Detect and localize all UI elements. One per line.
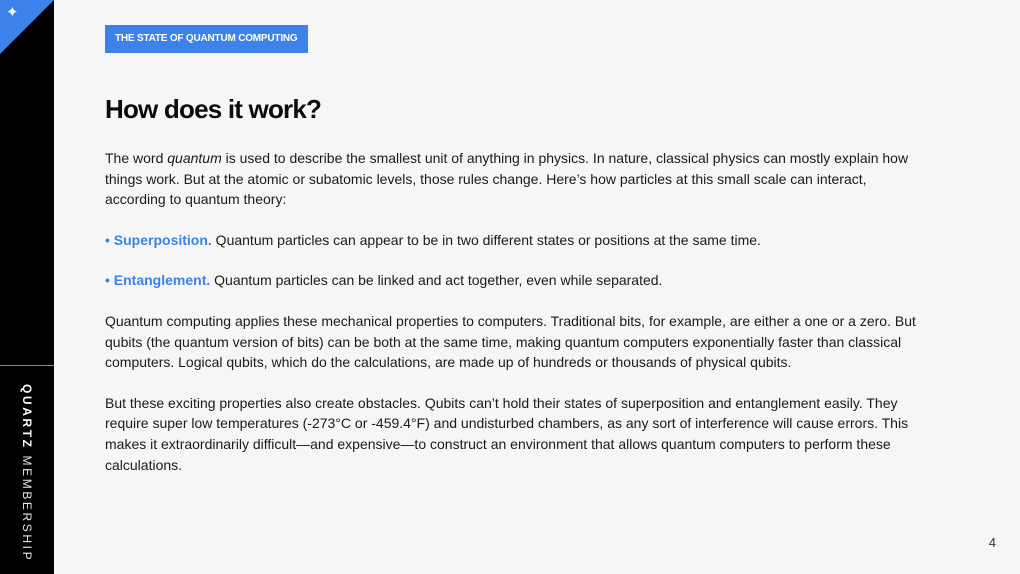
intro-emphasis: quantum [167, 150, 222, 166]
bullet-text: Quantum particles can be linked and act together, even while separated. [210, 272, 663, 289]
intro-before: The word [105, 150, 168, 166]
bullet-term: Entanglement. [113, 272, 211, 289]
bullet-entanglement [105, 270, 920, 291]
bullet-dot: • [105, 272, 110, 289]
body-content [105, 148, 920, 475]
sidebar [0, 0, 54, 574]
intro-paragraph [105, 148, 920, 210]
bullet-superposition [105, 230, 920, 251]
bullet-term: Superposition. [113, 231, 212, 248]
paragraph-obstacles: But these exciting properties also create obstacles. Qubits can’t hold their states of superposition and entanglement easily. They require super low temperatures (-273°C or -459.4°F) and undisturbed chambers, as any sort of interference will cause errors. This makes it extraordinarily difficult—and expensive—to construct an environment that allows quantum computers to perform these calculations. [105, 394, 909, 473]
bullet-text: Quantum particles can appear to be in two different states or positions at the same time. [211, 231, 761, 248]
sidebar-divider [0, 365, 54, 366]
bullet-dot: • [105, 231, 110, 248]
page-number: 4 [988, 535, 996, 550]
brand-label [20, 384, 34, 562]
page-title: How does it work? [105, 94, 322, 124]
sparkle-icon: ✦ [6, 3, 19, 21]
intro-after: is used to describe the smallest unit of anything in physics. In nature, classical physics can mostly explain how things work. But at the atomic or subatomic levels, those rules change. Here’s how particles at this small scale can interact, according to quantum theory: [105, 150, 909, 208]
paragraph-quantum-computing: Quantum computing applies these mechanical properties to computers. Traditional bits, for example, are either a one or a zero. But qubits (the quantum version of bits) can be both at the same time, making quantum computers exponentially faster than classical computers. Logical qubits, which do the calculations, are made up of hundreds or thousands of physical qubits. [105, 312, 916, 371]
section-tag: THE STATE OF QUANTUM COMPUTING [105, 25, 308, 53]
brand-light: MEMBERSHIP [20, 449, 34, 563]
brand-strong: QUARTZ [20, 384, 34, 450]
